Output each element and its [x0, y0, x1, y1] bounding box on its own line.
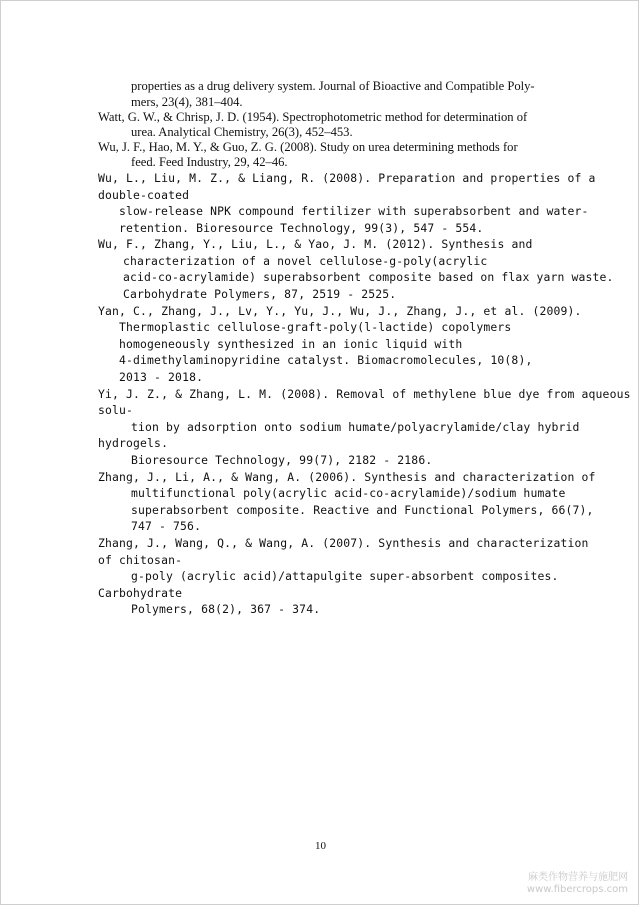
watermark-url: www.fibercrops.com — [526, 884, 628, 895]
reference-line: solu- — [98, 403, 134, 417]
reference-line: characterization of a novel cellulose-g-poly(acrylic — [123, 254, 488, 268]
reference-line: multifunctional poly(acrylic acid-co-acrylamide)/sodium humate — [131, 486, 566, 500]
reference-line: Bioresource Technology, 99(7), 2182 - 2186. — [131, 453, 433, 467]
reference-line: acid-co-acrylamide) superabsorbent composite based on flax yarn waste. — [123, 270, 614, 284]
reference-line: superabsorbent composite. Reactive and Functional Polymers, 66(7), — [131, 503, 594, 517]
reference-line: Carbohydrate Polymers, 87, 2519 - 2525. — [123, 287, 397, 301]
reference-line: g-poly (acrylic acid)/attapulgite super-absorbent composites. — [131, 569, 559, 583]
reference-line: Wu, L., Liu, M. Z., & Liang, R. (2008). Preparation and properties of a — [98, 171, 596, 185]
reference-line: Thermoplastic cellulose-graft-poly(l-lactide) copolymers — [119, 320, 512, 334]
reference-line: urea. Analytical Chemistry, 26(3), 452–453. — [131, 125, 353, 139]
reference-line: properties as a drug delivery system. Journal of Bioactive and Compatible Poly- — [131, 79, 535, 93]
page-number: 10 — [315, 840, 326, 852]
reference-line: Zhang, J., Li, A., & Wang, A. (2006). Synthesis and characterization of — [98, 470, 596, 484]
reference-line: double-coated — [98, 188, 190, 202]
reference-line: 747 - 756. — [131, 519, 202, 533]
reference-line: slow-release NPK compound fertilizer with superabsorbent and water- — [119, 204, 589, 218]
reference-line: mers, 23(4), 381–404. — [131, 95, 243, 109]
reference-line: hydrogels. — [98, 436, 169, 450]
reference-line: Yi, J. Z., & Zhang, L. M. (2008). Removal of methylene blue dye from aqueous — [98, 387, 631, 401]
reference-line: Carbohydrate — [98, 586, 183, 600]
reference-line: homogeneously synthesized in an ionic liquid with — [119, 337, 463, 351]
watermark — [527, 872, 628, 896]
reference-line: tion by adsorption onto sodium humate/polyacrylamide/clay hybrid — [131, 420, 580, 434]
reference-line: 4-dimethylaminopyridine catalyst. Biomacromolecules, 10(8), — [119, 353, 533, 367]
reference-line: Watt, G. W., & Chrisp, J. D. (1954). Spectrophotometric method for determination of — [98, 110, 528, 124]
reference-line: Yan, C., Zhang, J., Lv, Y., Yu, J., Wu, J., Zhang, J., et al. (2009). — [98, 304, 582, 318]
reference-line: Polymers, 68(2), 367 - 374. — [131, 602, 321, 616]
reference-line: Wu, J. F., Hao, M. Y., & Guo, Z. G. (2008). Study on urea determining methods for — [98, 140, 518, 154]
reference-line: feed. Feed Industry, 29, 42–46. — [131, 155, 288, 169]
watermark-cn: 麻类作物营养与施肥网 — [528, 872, 628, 883]
reference-line: Wu, F., Zhang, Y., Liu, L., & Yao, J. M. (2012). Synthesis and — [98, 237, 533, 251]
reference-line: retention. Bioresource Technology, 99(3), 547 - 554. — [119, 221, 484, 235]
reference-line: 2013 - 2018. — [119, 370, 204, 384]
reference-line: of chitosan- — [98, 553, 183, 567]
reference-line: Zhang, J., Wang, Q., & Wang, A. (2007). Synthesis and characterization — [98, 536, 589, 550]
